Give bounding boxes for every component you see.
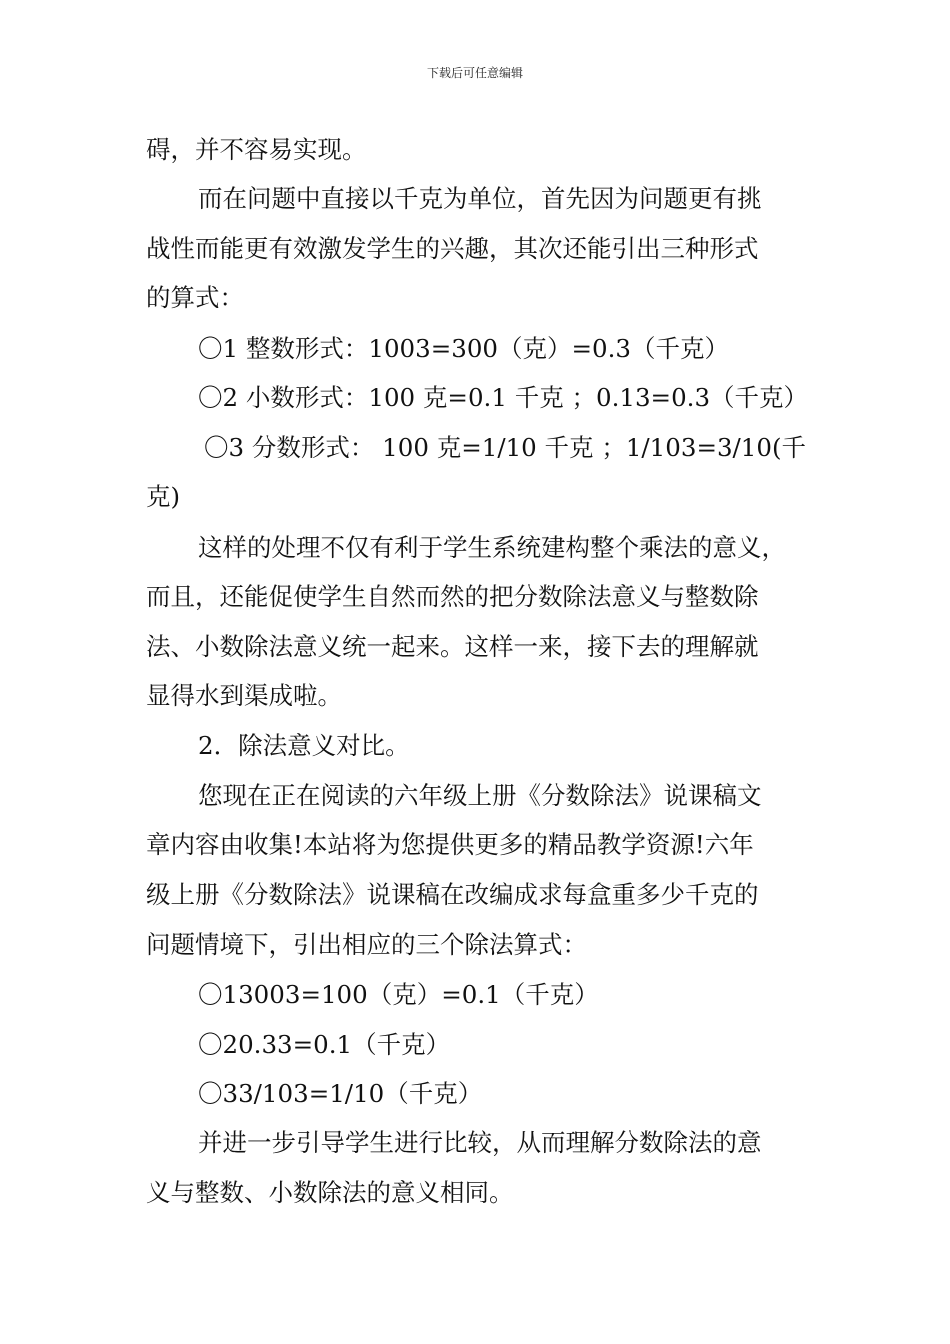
paragraph-line: 的算式：: [146, 283, 244, 312]
paragraph-line: 并进一步引导学生进行比较，从而理解分数除法的意: [198, 1128, 762, 1157]
paragraph-line: 而在问题中直接以千克为单位，首先因为问题更有挑: [198, 184, 762, 213]
formula-line: 〇3 分数形式： 100 克=1/10 千克 ；1/103=3/10(千: [204, 433, 807, 462]
formula-line: 〇2 小数形式：100 克=0.1 千克 ；0.13=0.3（千克）: [198, 383, 809, 412]
paragraph-line: 级上册《分数除法》说课稿在改编成求每盒重多少千克的: [146, 880, 759, 909]
paragraph-line: 义与整数、小数除法的意义相同。: [146, 1178, 514, 1207]
paragraph-line: 显得水到渠成啦。: [146, 681, 342, 710]
formula-line: 〇13003=100（克）=0.1（千克）: [198, 980, 599, 1009]
page-header: 下载后可任意编辑: [426, 66, 523, 80]
paragraph-line: 章内容由收集!本站将为您提供更多的精品教学资源!六年: [146, 830, 754, 859]
section-heading: 2．除法意义对比。: [198, 731, 410, 760]
paragraph-line: 您现在正在阅读的六年级上册《分数除法》说课稿文: [198, 781, 762, 810]
formula-line: 〇33/103=1/10（千克）: [198, 1079, 483, 1108]
formula-line: 〇20.33=0.1（千克）: [198, 1030, 451, 1059]
paragraph-line: 这样的处理不仅有利于学生系统建构整个乘法的意义，: [198, 533, 786, 562]
paragraph-line: 而且，还能促使学生自然而然的把分数除法意义与整数除: [146, 582, 759, 611]
formula-line: 克): [146, 482, 181, 511]
paragraph-line: 问题情境下，引出相应的三个除法算式：: [146, 930, 587, 959]
paragraph-line: 法、小数除法意义统一起来。这样一来，接下去的理解就: [146, 632, 759, 661]
paragraph-line: 战性而能更有效激发学生的兴趣，其次还能引出三种形式: [146, 234, 759, 263]
formula-line: 〇1 整数形式：1003=300（克）=0.3（千克）: [198, 334, 730, 363]
text-line: 碍，并不容易实现。: [146, 135, 367, 164]
